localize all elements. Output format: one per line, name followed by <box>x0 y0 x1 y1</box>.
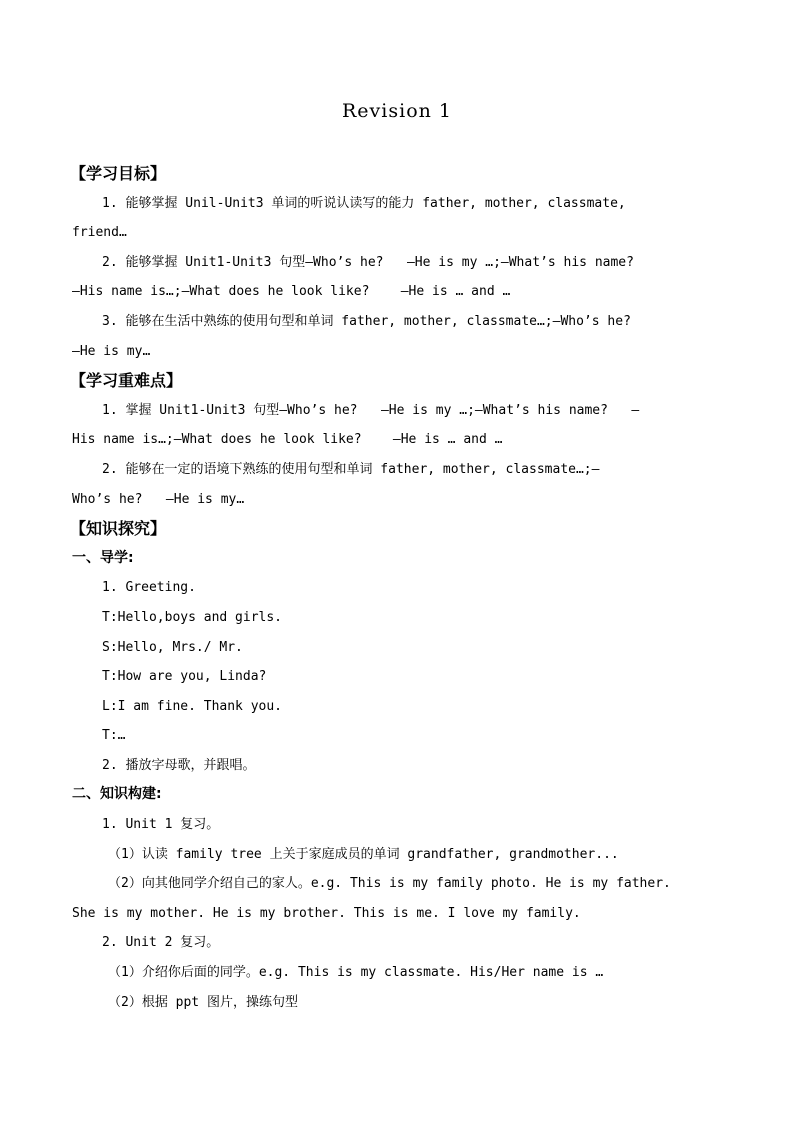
section-heading-objectives: 【学习目标】 <box>70 164 167 183</box>
page-title: Revision 1 <box>342 100 452 122</box>
objective-line: —He is my… <box>72 343 151 359</box>
guided-learning-line: 2. 播放字母歌，并跟唱。 <box>102 757 256 773</box>
knowledge-line: （1）认读 family tree 上关于家庭成员的单词 grandfather, grandmother... <box>108 846 619 862</box>
dialogue-line: S:Hello, Mrs./ Mr. <box>102 639 243 655</box>
subsection-title-guided-learning: 一、导学: <box>72 549 134 566</box>
document-body <box>72 159 724 1017</box>
dialogue-line: L:I am fine. Thank you. <box>102 698 283 714</box>
key-point-line: 1. 掌握 Unit1-Unit3 句型—Who’s he? —He is my …;—What’s his name? — <box>102 402 640 418</box>
knowledge-line: 2. Unit 2 复习。 <box>102 935 220 951</box>
objective-line: friend… <box>72 225 127 241</box>
objective-line: 2. 能够掌握 Unit1-Unit3 句型—Who’s he? —He is my …;—What’s his name? <box>102 254 634 270</box>
key-point-line: 2. 能够在一定的语境下熟练的使用句型和单词 father, mother, classmate…;— <box>102 461 600 477</box>
subsection-title-knowledge-building: 二、知识构建: <box>72 786 162 803</box>
objective-line: —His name is…;—What does he look like? —He is … and … <box>72 284 511 300</box>
guided-learning-line: 1. Greeting. <box>102 580 196 596</box>
knowledge-line: （2）向其他同学介绍自己的家人。e.g. This is my family photo. He is my father. <box>108 876 671 892</box>
section-heading-exploration: 【知识探究】 <box>70 519 167 539</box>
knowledge-line: （2）根据 ppt 图片，操练句型 <box>108 994 298 1010</box>
knowledge-line: 1. Unit 1 复习。 <box>102 817 220 833</box>
section-heading-key-points: 【学习重难点】 <box>70 371 183 391</box>
dialogue-line: T:… <box>102 728 126 744</box>
key-point-line: His name is…;—What does he look like? —He is … and … <box>72 432 503 448</box>
knowledge-line: （1）介绍你后面的同学。e.g. This is my classmate. His/Her name is … <box>108 965 604 981</box>
objective-line: 3. 能够在生活中熟练的使用句型和单词 father, mother, classmate…;—Who’s he? <box>102 313 631 329</box>
knowledge-line: She is my mother. He is my brother. This is me. I love my family. <box>72 905 581 921</box>
dialogue-line: T:Hello,boys and girls. <box>102 609 283 625</box>
objective-line: 1. 能够掌握 Unil-Unit3 单词的听说认读写的能力 father, mother, classmate, <box>102 195 626 211</box>
dialogue-line: T:How are you, Linda? <box>102 669 267 685</box>
key-point-line: Who’s he? —He is my… <box>72 491 245 507</box>
